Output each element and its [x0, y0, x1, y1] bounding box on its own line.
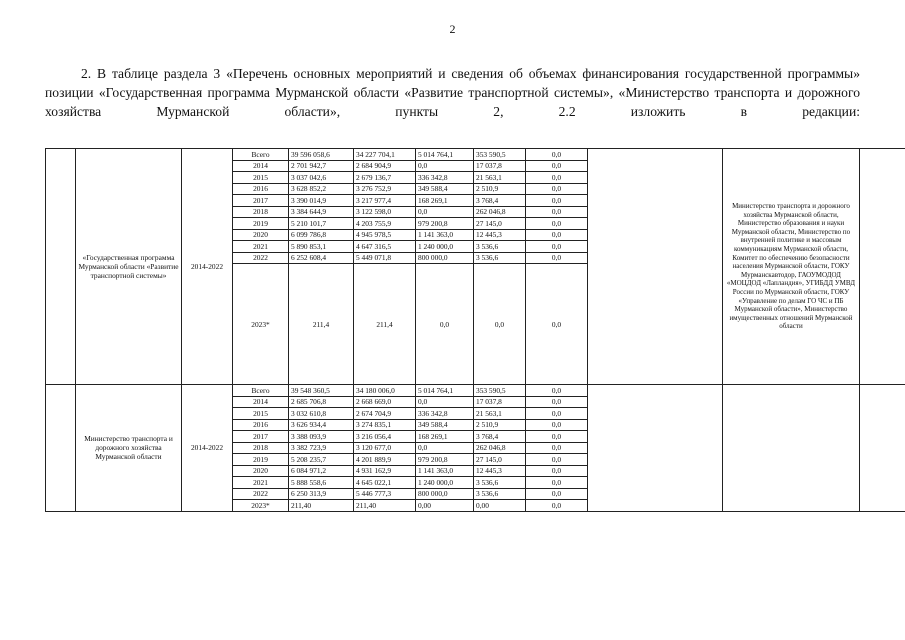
empty-cell [588, 385, 723, 512]
value-cell: 3 768,4 [474, 431, 526, 443]
value-cell: 1 141 363,0 [416, 229, 474, 241]
value-cell: 0,0 [526, 183, 588, 195]
value-cell: 211,4 [289, 264, 354, 385]
value-cell: 27 145,0 [474, 454, 526, 466]
value-cell: 0,0 [526, 241, 588, 253]
value-cell: 39 596 058,6 [289, 149, 354, 161]
year-cell: 2020 [233, 229, 289, 241]
year-cell: 2022 [233, 488, 289, 500]
value-cell: 0,0 [526, 229, 588, 241]
value-cell: 0,0 [416, 160, 474, 172]
year-cell: 2015 [233, 408, 289, 420]
value-cell: 336 342,8 [416, 408, 474, 420]
value-cell: 1 240 000,0 [416, 241, 474, 253]
year-cell: 2016 [233, 183, 289, 195]
value-cell: 3 536,6 [474, 241, 526, 253]
value-cell: 3 274 835,1 [354, 419, 416, 431]
value-cell: 0,0 [526, 454, 588, 466]
value-cell: 0,0 [526, 172, 588, 184]
value-cell: 3 536,6 [474, 477, 526, 489]
value-cell: 3 628 852,2 [289, 183, 354, 195]
empty-cell [860, 149, 905, 385]
value-cell: 6 099 786,8 [289, 229, 354, 241]
item-number-cell [46, 385, 76, 512]
value-cell: 2 679 136,7 [354, 172, 416, 184]
value-cell: 0,0 [526, 206, 588, 218]
value-cell: 17 037,8 [474, 396, 526, 408]
year-cell: 2018 [233, 206, 289, 218]
table-row [46, 149, 905, 161]
value-cell: 3 384 644,9 [289, 206, 354, 218]
year-cell: 2014 [233, 396, 289, 408]
value-cell: 0,0 [526, 264, 588, 385]
value-cell: 0,0 [526, 442, 588, 454]
value-cell: 0,0 [526, 500, 588, 512]
value-cell: 5 446 777,3 [354, 488, 416, 500]
year-cell: 2019 [233, 454, 289, 466]
value-cell: 3 536,6 [474, 252, 526, 264]
value-cell: 5 014 764,1 [416, 149, 474, 161]
value-cell: 4 931 162,9 [354, 465, 416, 477]
value-cell: 0,0 [526, 195, 588, 207]
year-cell: 2023* [233, 264, 289, 385]
value-cell: 5 888 558,6 [289, 477, 354, 489]
value-cell: 4 203 755,9 [354, 218, 416, 230]
value-cell: 0,0 [416, 396, 474, 408]
page-number: 2 [449, 22, 456, 36]
year-cell: 2021 [233, 477, 289, 489]
item-period-cell: 2014-2022 [182, 149, 233, 385]
value-cell: 168 269,1 [416, 431, 474, 443]
value-cell: 5 449 071,8 [354, 252, 416, 264]
value-cell: 168 269,1 [416, 195, 474, 207]
value-cell: 0,0 [526, 488, 588, 500]
value-cell: 211,40 [354, 500, 416, 512]
value-cell: 3 122 598,0 [354, 206, 416, 218]
value-cell: 353 590,5 [474, 149, 526, 161]
value-cell: 0,0 [526, 465, 588, 477]
value-cell: 2 510,9 [474, 183, 526, 195]
value-cell: 5 210 101,7 [289, 218, 354, 230]
executors-cell: Министерство транспорта и дорожного хозяйства Мурманской области, Министерство образования и науки Мурманской области, Министерство по внутренней политике и массовым коммуникациям Мурманской области, Комитет по обеспечению безопасности населения Мурманской области, ГОКУ Мурманскавтодор, ГАОУМОДОД «МОЦДОД «Лапландия», УГИБДД УМВД России по Мурманской области, ГОКУ «Управление по делам ГО ЧС и ПБ Мурманской области», Министерство имущественных отношений Мурманской области [723, 149, 860, 385]
year-cell: 2019 [233, 218, 289, 230]
year-cell: Всего [233, 385, 289, 397]
year-cell: 2016 [233, 419, 289, 431]
value-cell: 4 945 978,5 [354, 229, 416, 241]
value-cell: 353 590,5 [474, 385, 526, 397]
value-cell: 349 588,4 [416, 183, 474, 195]
value-cell: 3 388 093,9 [289, 431, 354, 443]
value-cell: 4 647 316,5 [354, 241, 416, 253]
value-cell: 0,00 [474, 500, 526, 512]
value-cell: 4 201 889,9 [354, 454, 416, 466]
executors-cell [723, 385, 860, 512]
value-cell: 5 208 235,7 [289, 454, 354, 466]
value-cell: 6 084 971,2 [289, 465, 354, 477]
financing-table [45, 148, 905, 512]
value-cell: 336 342,8 [416, 172, 474, 184]
value-cell: 0,0 [474, 264, 526, 385]
item-period-cell: 2014-2022 [182, 385, 233, 512]
year-cell: Всего [233, 149, 289, 161]
value-cell: 2 684 904,9 [354, 160, 416, 172]
value-cell: 800 000,0 [416, 488, 474, 500]
value-cell: 800 000,0 [416, 252, 474, 264]
value-cell: 349 588,4 [416, 419, 474, 431]
value-cell: 0,0 [526, 396, 588, 408]
value-cell: 0,0 [526, 149, 588, 161]
value-cell: 0,0 [526, 419, 588, 431]
empty-cell [588, 149, 723, 385]
value-cell: 2 701 942,7 [289, 160, 354, 172]
value-cell: 2 674 704,9 [354, 408, 416, 420]
value-cell: 0,0 [526, 252, 588, 264]
value-cell: 2 685 706,8 [289, 396, 354, 408]
value-cell: 5 890 853,1 [289, 241, 354, 253]
value-cell: 3 626 934,4 [289, 419, 354, 431]
year-cell: 2018 [233, 442, 289, 454]
value-cell: 3 217 977,4 [354, 195, 416, 207]
year-cell: 2015 [233, 172, 289, 184]
year-cell: 2017 [233, 431, 289, 443]
value-cell: 979 200,8 [416, 218, 474, 230]
value-cell: 1 141 363,0 [416, 465, 474, 477]
year-cell: 2020 [233, 465, 289, 477]
intro-paragraph: 2. В таблице раздела 3 «Перечень основных мероприятий и сведения об объемах финансирования государственной программы» позиции «Государственная программа Мурманской области «Развитие транспортной системы», «Министерство транспорта и дорожного хозяйства Мурманской области», пункты 2, 2.2 изложить в редакции: [45, 66, 860, 119]
value-cell: 979 200,8 [416, 454, 474, 466]
value-cell: 34 227 704,1 [354, 149, 416, 161]
value-cell: 3 276 752,9 [354, 183, 416, 195]
value-cell: 3 037 042,6 [289, 172, 354, 184]
value-cell: 6 252 608,4 [289, 252, 354, 264]
value-cell: 2 668 669,0 [354, 396, 416, 408]
value-cell: 0,0 [526, 431, 588, 443]
value-cell: 0,0 [526, 218, 588, 230]
value-cell: 0,0 [526, 385, 588, 397]
value-cell: 211,40 [289, 500, 354, 512]
value-cell: 3 120 677,0 [354, 442, 416, 454]
value-cell: 262 046,8 [474, 206, 526, 218]
value-cell: 17 037,8 [474, 160, 526, 172]
year-cell: 2014 [233, 160, 289, 172]
value-cell: 0,0 [526, 160, 588, 172]
value-cell: 1 240 000,0 [416, 477, 474, 489]
value-cell: 0,0 [416, 264, 474, 385]
value-cell: 4 645 022,1 [354, 477, 416, 489]
value-cell: 12 445,3 [474, 229, 526, 241]
year-cell: 2017 [233, 195, 289, 207]
value-cell: 2 510,9 [474, 419, 526, 431]
item-number-cell [46, 149, 76, 385]
item-name-cell: Министерство транспорта и дорожного хозяйства Мурманской области [76, 385, 182, 512]
year-cell: 2021 [233, 241, 289, 253]
value-cell: 12 445,3 [474, 465, 526, 477]
value-cell: 3 032 610,8 [289, 408, 354, 420]
value-cell: 21 563,1 [474, 172, 526, 184]
value-cell: 39 548 360,5 [289, 385, 354, 397]
value-cell: 0,0 [416, 206, 474, 218]
value-cell: 3 216 056,4 [354, 431, 416, 443]
value-cell: 3 390 014,9 [289, 195, 354, 207]
value-cell: 21 563,1 [474, 408, 526, 420]
value-cell: 262 046,8 [474, 442, 526, 454]
empty-cell [860, 385, 905, 512]
value-cell: 6 250 313,9 [289, 488, 354, 500]
value-cell: 0,0 [416, 442, 474, 454]
value-cell: 34 180 006,0 [354, 385, 416, 397]
year-cell: 2023* [233, 500, 289, 512]
value-cell: 211,4 [354, 264, 416, 385]
table-row [46, 385, 905, 397]
year-cell: 2022 [233, 252, 289, 264]
value-cell: 3 536,6 [474, 488, 526, 500]
value-cell: 5 014 764,1 [416, 385, 474, 397]
value-cell: 0,00 [416, 500, 474, 512]
value-cell: 0,0 [526, 477, 588, 489]
value-cell: 3 768,4 [474, 195, 526, 207]
item-name-cell: «Государственная программа Мурманской области «Развитие транспортной системы» [76, 149, 182, 385]
value-cell: 27 145,0 [474, 218, 526, 230]
value-cell: 3 382 723,9 [289, 442, 354, 454]
value-cell: 0,0 [526, 408, 588, 420]
